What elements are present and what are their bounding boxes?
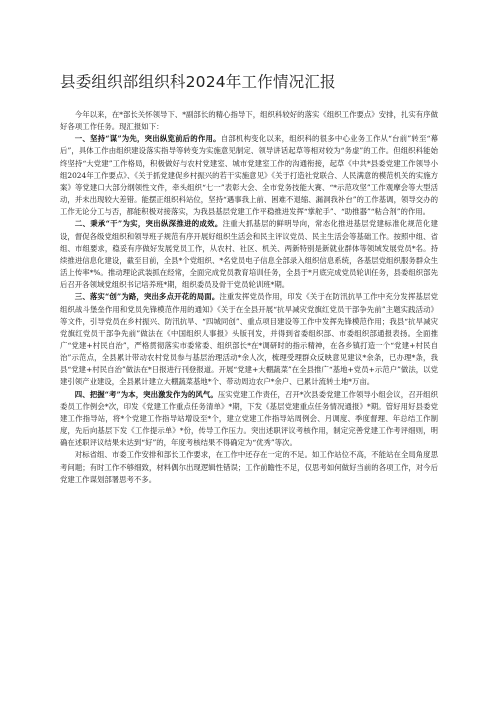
document-title: 县委组织部组织科2024年工作情况汇报 [60, 73, 336, 91]
section-2-paragraph [60, 218, 438, 291]
intro-paragraph: 今年以来，在*部长关怀领导下、*副部长的精心指导下，组织科较好的落实《组织工作要点》安排，扎实有序做好各项工作任务。现汇报如下： [60, 110, 438, 132]
shortcomings-body: 对标省组、市委工作安排和部长工作要求，在工作中还存在一定的不足。如工作站位不高，不能站在全局角度思考问题；有时工作不够细致，材料偶尔出现逻辑性错误；工作前瞻性不足，仅思考如何做好当前的各项工作，对今后党建工作谋划部署思考不多。 [60, 450, 438, 484]
section-3-body: 注重发挥党员作用，印发《关于在防汛抗旱工作中充分发挥基层党组织战斗堡垒作用和党员先锋模范作用的通知》《关于在全县开展“抗旱减灾党旗红党员干部争先前”主题实践活动》等文件，引导党员在乡村振兴、防汛抗旱、“四城同创”、重点项目建设等工作中发挥先锋模范作用；我县“抗旱减灾党旗红党员干部争先前”做法在《中国组织人事报》头版刊发，并得到省委组织部、市委组织部通报表扬。全面推广“党建+村民自治”，严格贯彻落实市委常委、组织部长*在*调研时的指示精神，在各乡镇打造一个“党建+村民自治”示范点，全县累计带动农村党员参与基层治理活动*余人次，梳理受理群众反映意见建议*余条，已办理*条，我县“党建+村民自治”做法在*日报进行刊登报道。开展“党建+大棚蔬菜”在全县推广“基地+党员+示范户”做法，以党建引领产业建设，全县累计建立大棚蔬菜基地*个、带动周边农户*余户、已累计流转土地*万亩。 [60, 292, 438, 387]
shortcomings-paragraph [60, 449, 438, 485]
section-4-paragraph [60, 389, 438, 450]
section-3-heading: 三、落实“创”为路，突出多点开花的局面。 [74, 292, 220, 302]
section-1-paragraph [60, 133, 438, 218]
section-2-heading: 二、秉承“干”为实，突出纵深推进的成效。 [74, 219, 223, 229]
section-2-body: 注重大抓基层的鲜明导向，常态化推进基层党建标准化规范化建设，督促各级党组织和领导班子规范有序开展好组织生活会和民主评议党员、民主生活会等基础工作。按照中组、省组、市组要求，稳妥有序做好发展党员工作，从农村、社区、机关、两新特别是新就业群体等领域发展党员*名。持续推进信息化建设，截至目前，全县*个党组织、*名党员电子信息全部录入组织信息系统，各基层党组织服务群众生活上传率*%。推动理论武装抓在经常，全面完成党员教育培训任务，全县于*月底完成党员轮训任务，县委组织部先后召开各领域党组织书记培养班*期，组织委员及骨干党员轮训班*期。 [60, 219, 438, 290]
section-4-heading: 四、把握“考”为本，突出激发作为的风气。 [74, 389, 218, 399]
section-1-heading: 一、坚持“谋”为先，突出纵览前后的作用。 [74, 134, 221, 144]
section-4-body: 压实党建工作责任，召开*次县委党建工作领导小组会议，召开组织委员工作例会*次，印发《党建工作重点任务清单》*期，下发《基层党建重点任务情况通报》*期。管好用好县委党建工作指导站，将*个党建工作指导站增设至*个，建立党建工作指导站周例会、月调度、季度督理、年总结工作制度，先后向基层下发《工作提示单》*份，传导工作压力。突出述职评议考核作用，制定完善党建工作考评细则，明确在述职评议结果未达到“好”的，年度考核结果不得确定为“优秀”等次。 [60, 389, 438, 448]
section-3-paragraph [60, 291, 438, 388]
section-1-body: 自部机构变化以来，组织科的很多中心业务工作从“台前”转至“幕后”，具体工作由组织建设落实指导等转变为实施意见制定、领导讲话起草等相对较为“务虚”的工作。但组织科能始终坚持“大党建”工作格局，积极做好与农村党建室、城市党建室工作的沟通衔接，起草《中共*县委党建工作领导小组2024年工作要点》、《关于抓党建促乡村振兴的若干实施意见》《关于打造社党联合、人民满意的模范机关的实施方案》等党建口大部分纲领性文件，牵头组织“七一”表彰大会、全市党务技能大赛、“*示范攻坚”工作观摩会等大型活动，并未出现较大差错。能摆正组织科站位，坚持“遇事我上前、困难不退缩、漏洞我补台”的工作基调，领导交办的工作无论分工与否，都能积极对接落实，为我县基层党建工作平稳推进发挥“掌舵手”、“助推器”“粘合剂”的作用。 [60, 134, 438, 217]
